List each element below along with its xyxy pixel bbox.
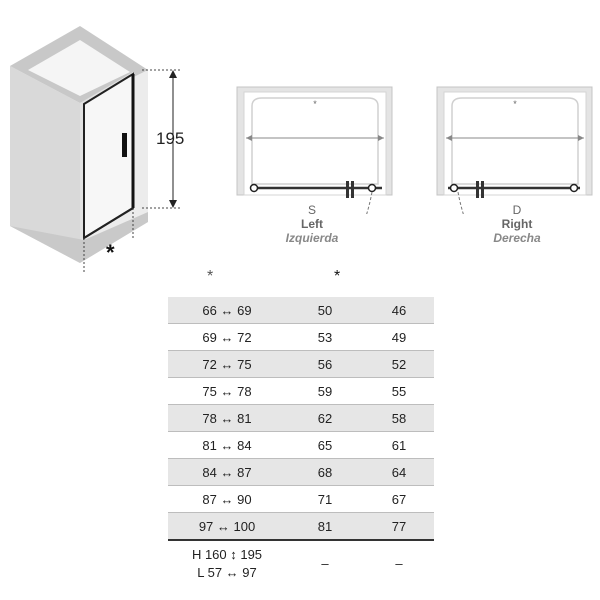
left-plan-caption (271, 203, 353, 245)
height-label: 195 (156, 129, 185, 148)
value-a-cell: 81 (286, 513, 364, 541)
value-b-cell: 55 (391, 383, 407, 399)
value-b-cell: 64 (364, 459, 434, 486)
value-b-cell: 52 (364, 351, 434, 378)
value-b-cell: 61 (391, 437, 407, 453)
range-cell: 78 ↔ 81 (168, 405, 286, 432)
range-cell: 97 ↔ 100 (168, 513, 286, 541)
dimensions-table (168, 297, 434, 587)
range-cell: 69 ↔ 72 (202, 329, 252, 345)
value-b-cell: 77 (364, 513, 434, 541)
table-row (168, 513, 434, 541)
height-range: H 160 ↕ 195 (191, 547, 263, 562)
footer-range-cell (168, 540, 286, 587)
value-a-cell: 53 (317, 329, 333, 345)
right-width-mark: * (513, 99, 517, 109)
value-b-cell: 49 (391, 329, 407, 345)
door-handle (122, 133, 127, 157)
table-row (168, 324, 434, 351)
table-row (168, 459, 434, 486)
opening-mark: * (106, 240, 115, 265)
value-b-cell: 58 (364, 405, 434, 432)
table-row (168, 378, 434, 405)
left-code: S (307, 203, 316, 217)
footer-value-b: – (395, 556, 403, 571)
footer-value-a: – (321, 556, 329, 571)
width-range: L 57 ↔ 97 (197, 565, 257, 580)
left-name-en: Left (301, 217, 323, 231)
range-cell: 66 ↔ 69 (168, 297, 286, 324)
table-row (168, 351, 434, 378)
header-mark-gray: * (207, 268, 214, 285)
table-footer-row (168, 540, 434, 587)
right-code: D (512, 203, 522, 217)
value-a-cell: 56 (286, 351, 364, 378)
value-a-cell: 71 (317, 491, 333, 507)
value-b-cell: 46 (364, 297, 434, 324)
range-cell: 81 ↔ 84 (202, 437, 252, 453)
value-a-cell: 50 (286, 297, 364, 324)
table-row (168, 486, 434, 513)
value-a-cell: 62 (286, 405, 364, 432)
range-cell: 84 ↔ 87 (168, 459, 286, 486)
value-b-cell: 67 (391, 491, 407, 507)
value-a-cell: 59 (317, 383, 333, 399)
right-name-en: Right (501, 217, 533, 231)
table-row (168, 297, 434, 324)
left-width-mark: * (313, 99, 317, 109)
header-mark-black: * (334, 268, 341, 285)
right-plan-caption (476, 203, 558, 245)
range-cell: 87 ↔ 90 (202, 491, 252, 507)
value-a-cell: 68 (286, 459, 364, 486)
right-name-es: Derecha (493, 231, 541, 245)
table-row (168, 432, 434, 459)
left-name-es: Izquierda (285, 231, 339, 245)
value-a-cell: 65 (317, 437, 333, 453)
range-cell: 72 ↔ 75 (168, 351, 286, 378)
range-cell: 75 ↔ 78 (202, 383, 252, 399)
table-row (168, 405, 434, 432)
